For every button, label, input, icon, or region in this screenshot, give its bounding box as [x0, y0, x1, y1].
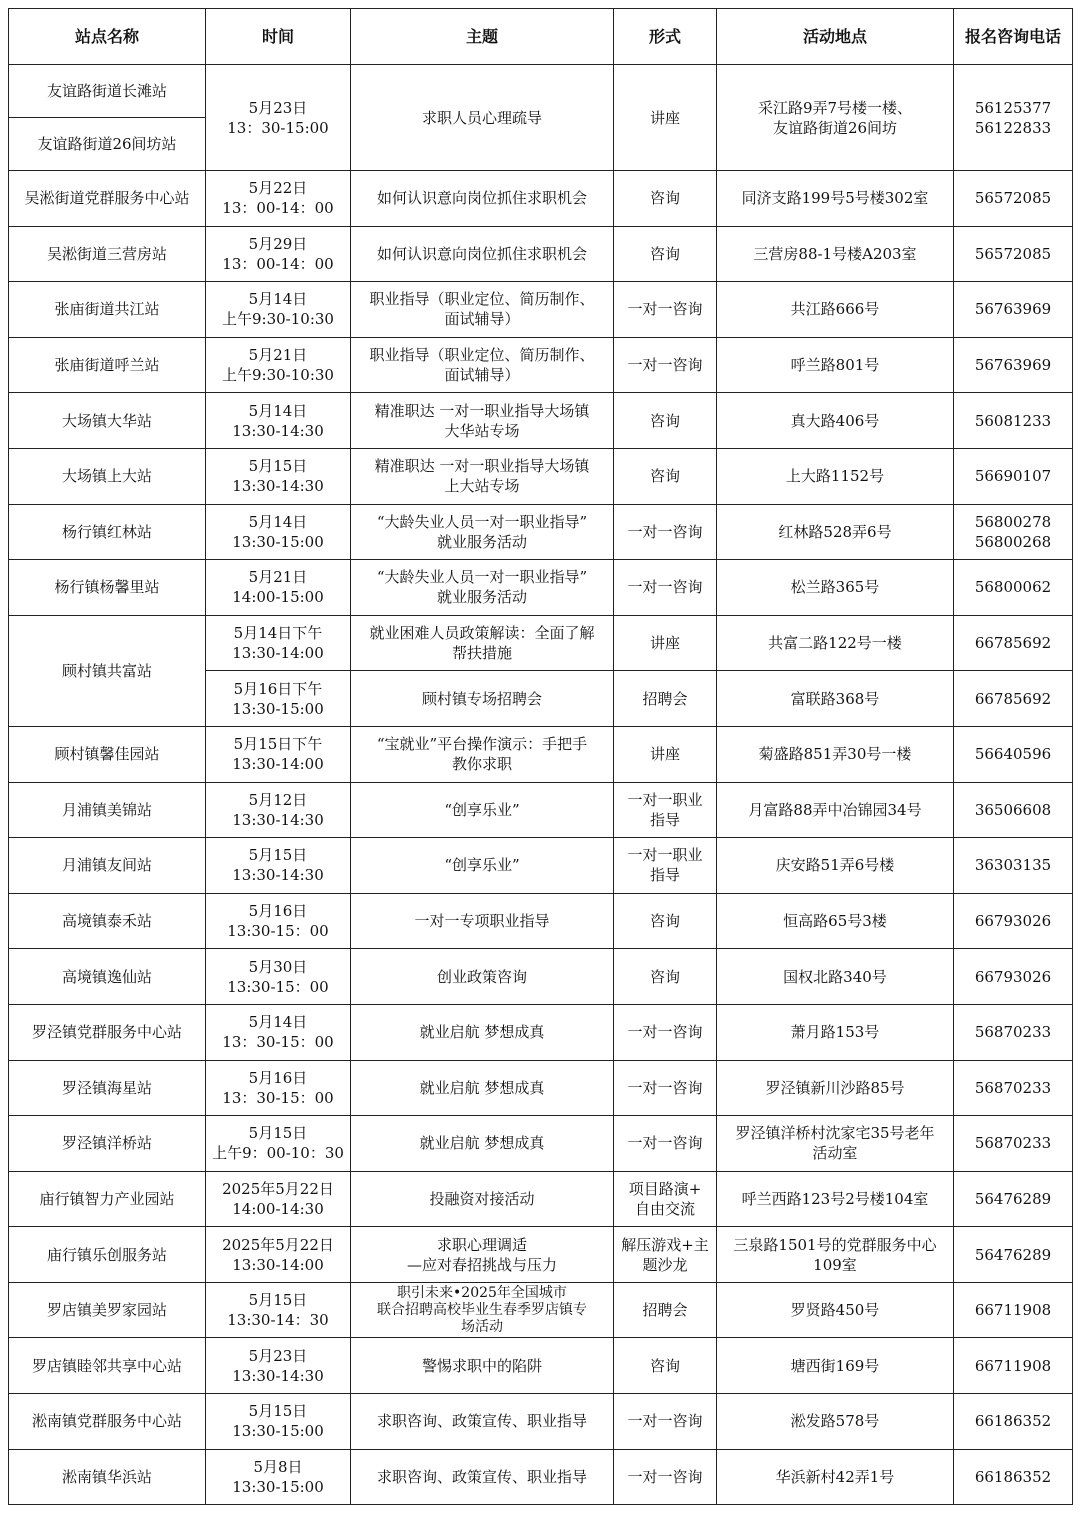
phone-cell: 66186352: [954, 1394, 1073, 1450]
place-cell: 三营房88-1号楼A203室: [717, 226, 954, 282]
site-cell: 罗店镇美罗家园站: [9, 1282, 206, 1338]
topic-cell: 就业启航 梦想成真: [351, 1060, 614, 1116]
form-cell: 招聘会: [614, 1282, 717, 1338]
site-cell: 顾村镇馨佳园站: [9, 726, 206, 782]
table-row: [9, 1449, 1073, 1505]
place-cell: 同济支路199号5号楼302室: [717, 171, 954, 227]
place-cell: 月富路88弄中冶锦园34号: [717, 782, 954, 838]
site-cell: 吴淞街道党群服务中心站: [9, 171, 206, 227]
site-cell: 月浦镇友间站: [9, 838, 206, 894]
place-cell: 呼兰路801号: [717, 337, 954, 393]
time-cell: 5月14日 13：30-15：00: [206, 1004, 351, 1060]
time-cell: 5月23日 13:30-14:30: [206, 1338, 351, 1394]
phone-cell: 66785692: [954, 615, 1073, 671]
table-row: [9, 893, 1073, 949]
phone-cell: 36303135: [954, 838, 1073, 894]
phone-cell: 56572085: [954, 171, 1073, 227]
time-cell: 5月15日 13:30-14:30: [206, 448, 351, 504]
table-row: [9, 949, 1073, 1005]
phone-cell: 66785692: [954, 671, 1073, 727]
site-cell: 淞南镇华浜站: [9, 1449, 206, 1505]
form-cell: 咨询: [614, 448, 717, 504]
form-cell: 一对一咨询: [614, 1004, 717, 1060]
topic-cell: 顾村镇专场招聘会: [351, 671, 614, 727]
topic-cell: “大龄失业人员一对一职业指导” 就业服务活动: [351, 504, 614, 560]
time-cell: 5月23日 13：30-15:00: [206, 65, 351, 171]
place-cell: 共江路666号: [717, 282, 954, 338]
form-cell: 一对一咨询: [614, 560, 717, 616]
phone-cell: 56572085: [954, 226, 1073, 282]
site-cell: 罗泾镇党群服务中心站: [9, 1004, 206, 1060]
header-form: 形式: [614, 9, 717, 65]
time-cell: 5月14日 上午9:30-10:30: [206, 282, 351, 338]
form-cell: 一对一职业 指导: [614, 838, 717, 894]
phone-cell: 56476289: [954, 1171, 1073, 1227]
topic-cell: 就业启航 梦想成真: [351, 1004, 614, 1060]
phone-cell: 56690107: [954, 448, 1073, 504]
form-cell: 讲座: [614, 615, 717, 671]
form-cell: 一对一职业 指导: [614, 782, 717, 838]
header-row: [9, 9, 1073, 65]
place-cell: 淞发路578号: [717, 1394, 954, 1450]
table-row: [9, 65, 1073, 118]
header-topic: 主题: [351, 9, 614, 65]
site-cell: 高境镇泰禾站: [9, 893, 206, 949]
phone-cell: 56870233: [954, 1004, 1073, 1060]
site-cell: 罗店镇睦邻共享中心站: [9, 1338, 206, 1394]
site-cell: 淞南镇党群服务中心站: [9, 1394, 206, 1450]
site-cell: 罗泾镇海星站: [9, 1060, 206, 1116]
table-row: [9, 1282, 1073, 1338]
form-cell: 招聘会: [614, 671, 717, 727]
table-row: [9, 504, 1073, 560]
place-cell: 共富二路122号一楼: [717, 615, 954, 671]
time-cell: 5月15日 上午9：00-10：30: [206, 1116, 351, 1172]
time-cell: 5月15日 13:30-15:00: [206, 1394, 351, 1450]
table-row: [9, 615, 1073, 671]
form-cell: 咨询: [614, 949, 717, 1005]
header-phone: 报名咨询电话: [954, 9, 1073, 65]
phone-cell: 66793026: [954, 949, 1073, 1005]
table-row: [9, 1171, 1073, 1227]
form-cell: 项目路演+ 自由交流: [614, 1171, 717, 1227]
site-cell: 张庙街道共江站: [9, 282, 206, 338]
schedule-table: [8, 8, 1073, 1505]
table-row: [9, 1227, 1073, 1283]
site-cell: 庙行镇乐创服务站: [9, 1227, 206, 1283]
phone-cell: 56763969: [954, 282, 1073, 338]
time-cell: 5月16日下午 13:30-15:00: [206, 671, 351, 727]
place-cell: 采江路9弄7号楼一楼、 友谊路街道26间坊: [717, 65, 954, 171]
form-cell: 一对一咨询: [614, 337, 717, 393]
table-row: [9, 226, 1073, 282]
place-cell: 红林路528弄6号: [717, 504, 954, 560]
form-cell: 一对一咨询: [614, 1116, 717, 1172]
place-cell: 萧月路153号: [717, 1004, 954, 1060]
place-cell: 呼兰西路123号2号楼104室: [717, 1171, 954, 1227]
time-cell: 5月15日 13:30-14:30: [206, 838, 351, 894]
form-cell: 讲座: [614, 726, 717, 782]
phone-cell: 66186352: [954, 1449, 1073, 1505]
topic-cell: 投融资对接活动: [351, 1171, 614, 1227]
topic-cell: “创享乐业”: [351, 838, 614, 894]
time-cell: 5月22日 13：00-14：00: [206, 171, 351, 227]
topic-cell: 职引未来•2025年全国城市 联合招聘高校毕业生春季罗店镇专 场活动: [351, 1282, 614, 1338]
place-cell: 华浜新村42弄1号: [717, 1449, 954, 1505]
form-cell: 一对一咨询: [614, 504, 717, 560]
table-row: [9, 1394, 1073, 1450]
place-cell: 罗泾镇洋桥村沈家宅35号老年 活动室: [717, 1116, 954, 1172]
form-cell: 咨询: [614, 393, 717, 449]
place-cell: 罗贤路450号: [717, 1282, 954, 1338]
topic-cell: 精准职达 一对一职业指导大场镇 大华站专场: [351, 393, 614, 449]
place-cell: 松兰路365号: [717, 560, 954, 616]
phone-cell: 66711908: [954, 1338, 1073, 1394]
form-cell: 一对一咨询: [614, 282, 717, 338]
phone-cell: 56870233: [954, 1060, 1073, 1116]
place-cell: 真大路406号: [717, 393, 954, 449]
table-row: [9, 282, 1073, 338]
topic-cell: 精准职达 一对一职业指导大场镇 上大站专场: [351, 448, 614, 504]
form-cell: 讲座: [614, 65, 717, 171]
site-cell: 月浦镇美锦站: [9, 782, 206, 838]
topic-cell: 如何认识意向岗位抓住求职机会: [351, 171, 614, 227]
phone-cell: 56800062: [954, 560, 1073, 616]
phone-cell: 56476289: [954, 1227, 1073, 1283]
site-cell: 庙行镇智力产业园站: [9, 1171, 206, 1227]
phone-cell: 56763969: [954, 337, 1073, 393]
form-cell: 咨询: [614, 893, 717, 949]
site-cell: 吴淞街道三营房站: [9, 226, 206, 282]
topic-cell: 求职咨询、政策宣传、职业指导: [351, 1449, 614, 1505]
topic-cell: 求职咨询、政策宣传、职业指导: [351, 1394, 614, 1450]
topic-cell: 如何认识意向岗位抓住求职机会: [351, 226, 614, 282]
site-cell: 顾村镇共富站: [9, 615, 206, 726]
form-cell: 一对一咨询: [614, 1449, 717, 1505]
place-cell: 国权北路340号: [717, 949, 954, 1005]
time-cell: 5月21日 14:00-15:00: [206, 560, 351, 616]
site-cell: 友谊路街道26间坊站: [9, 118, 206, 171]
site-cell: 高境镇逸仙站: [9, 949, 206, 1005]
time-cell: 5月14日 13:30-15:00: [206, 504, 351, 560]
table-row: [9, 337, 1073, 393]
table-row: [9, 838, 1073, 894]
topic-cell: 警惕求职中的陷阱: [351, 1338, 614, 1394]
topic-cell: “大龄失业人员一对一职业指导” 就业服务活动: [351, 560, 614, 616]
form-cell: 咨询: [614, 226, 717, 282]
place-cell: 富联路368号: [717, 671, 954, 727]
table-row: [9, 1116, 1073, 1172]
topic-cell: 求职人员心理疏导: [351, 65, 614, 171]
time-cell: 2025年5月22日 14:00-14:30: [206, 1171, 351, 1227]
site-cell: 杨行镇红林站: [9, 504, 206, 560]
table-row: [9, 448, 1073, 504]
topic-cell: 职业指导（职业定位、简历制作、 面试辅导）: [351, 282, 614, 338]
place-cell: 罗泾镇新川沙路85号: [717, 1060, 954, 1116]
place-cell: 上大路1152号: [717, 448, 954, 504]
table-row: [9, 393, 1073, 449]
schedule-table-wrapper: [8, 8, 1072, 1505]
phone-cell: 56125377 56122833: [954, 65, 1073, 171]
topic-cell: “宝就业”平台操作演示：手把手 教你求职: [351, 726, 614, 782]
phone-cell: 56870233: [954, 1116, 1073, 1172]
phone-cell: 56081233: [954, 393, 1073, 449]
phone-cell: 56800278 56800268: [954, 504, 1073, 560]
time-cell: 5月16日 13：30-15：00: [206, 1060, 351, 1116]
place-cell: 菊盛路851弄30号一楼: [717, 726, 954, 782]
table-row: [9, 726, 1073, 782]
site-cell: 大场镇大华站: [9, 393, 206, 449]
time-cell: 5月14日下午 13:30-14:00: [206, 615, 351, 671]
topic-cell: 求职心理调适 —应对春招挑战与压力: [351, 1227, 614, 1283]
time-cell: 5月15日下午 13:30-14:00: [206, 726, 351, 782]
time-cell: 5月16日 13:30-15：00: [206, 893, 351, 949]
form-cell: 咨询: [614, 1338, 717, 1394]
phone-cell: 66711908: [954, 1282, 1073, 1338]
phone-cell: 36506608: [954, 782, 1073, 838]
table-row: [9, 782, 1073, 838]
table-row: [9, 171, 1073, 227]
topic-cell: 职业指导（职业定位、简历制作、 面试辅导）: [351, 337, 614, 393]
table-row: [9, 1060, 1073, 1116]
topic-cell: “创享乐业”: [351, 782, 614, 838]
time-cell: 5月21日 上午9:30-10:30: [206, 337, 351, 393]
header-site: 站点名称: [9, 9, 206, 65]
topic-cell: 就业困难人员政策解读：全面了解 帮扶措施: [351, 615, 614, 671]
site-cell: 友谊路街道长滩站: [9, 65, 206, 118]
place-cell: 恒高路65号3楼: [717, 893, 954, 949]
time-cell: 5月15日 13:30-14：30: [206, 1282, 351, 1338]
site-cell: 大场镇上大站: [9, 448, 206, 504]
time-cell: 5月12日 13:30-14:30: [206, 782, 351, 838]
place-cell: 庆安路51弄6号楼: [717, 838, 954, 894]
topic-cell: 创业政策咨询: [351, 949, 614, 1005]
header-time: 时间: [206, 9, 351, 65]
time-cell: 5月14日 13:30-14:30: [206, 393, 351, 449]
form-cell: 一对一咨询: [614, 1060, 717, 1116]
site-cell: 罗泾镇洋桥站: [9, 1116, 206, 1172]
topic-cell: 就业启航 梦想成真: [351, 1116, 614, 1172]
place-cell: 三泉路1501号的党群服务中心 109室: [717, 1227, 954, 1283]
header-place: 活动地点: [717, 9, 954, 65]
time-cell: 5月29日 13：00-14：00: [206, 226, 351, 282]
topic-cell: 一对一专项职业指导: [351, 893, 614, 949]
phone-cell: 56640596: [954, 726, 1073, 782]
form-cell: 一对一咨询: [614, 1394, 717, 1450]
site-cell: 杨行镇杨馨里站: [9, 560, 206, 616]
time-cell: 2025年5月22日 13:30-14:00: [206, 1227, 351, 1283]
phone-cell: 66793026: [954, 893, 1073, 949]
table-row: [9, 560, 1073, 616]
table-row: [9, 1004, 1073, 1060]
table-row: [9, 1338, 1073, 1394]
site-cell: 张庙街道呼兰站: [9, 337, 206, 393]
time-cell: 5月30日 13:30-15：00: [206, 949, 351, 1005]
place-cell: 塘西街169号: [717, 1338, 954, 1394]
form-cell: 咨询: [614, 171, 717, 227]
form-cell: 解压游戏+主 题沙龙: [614, 1227, 717, 1283]
time-cell: 5月8日 13:30-15:00: [206, 1449, 351, 1505]
